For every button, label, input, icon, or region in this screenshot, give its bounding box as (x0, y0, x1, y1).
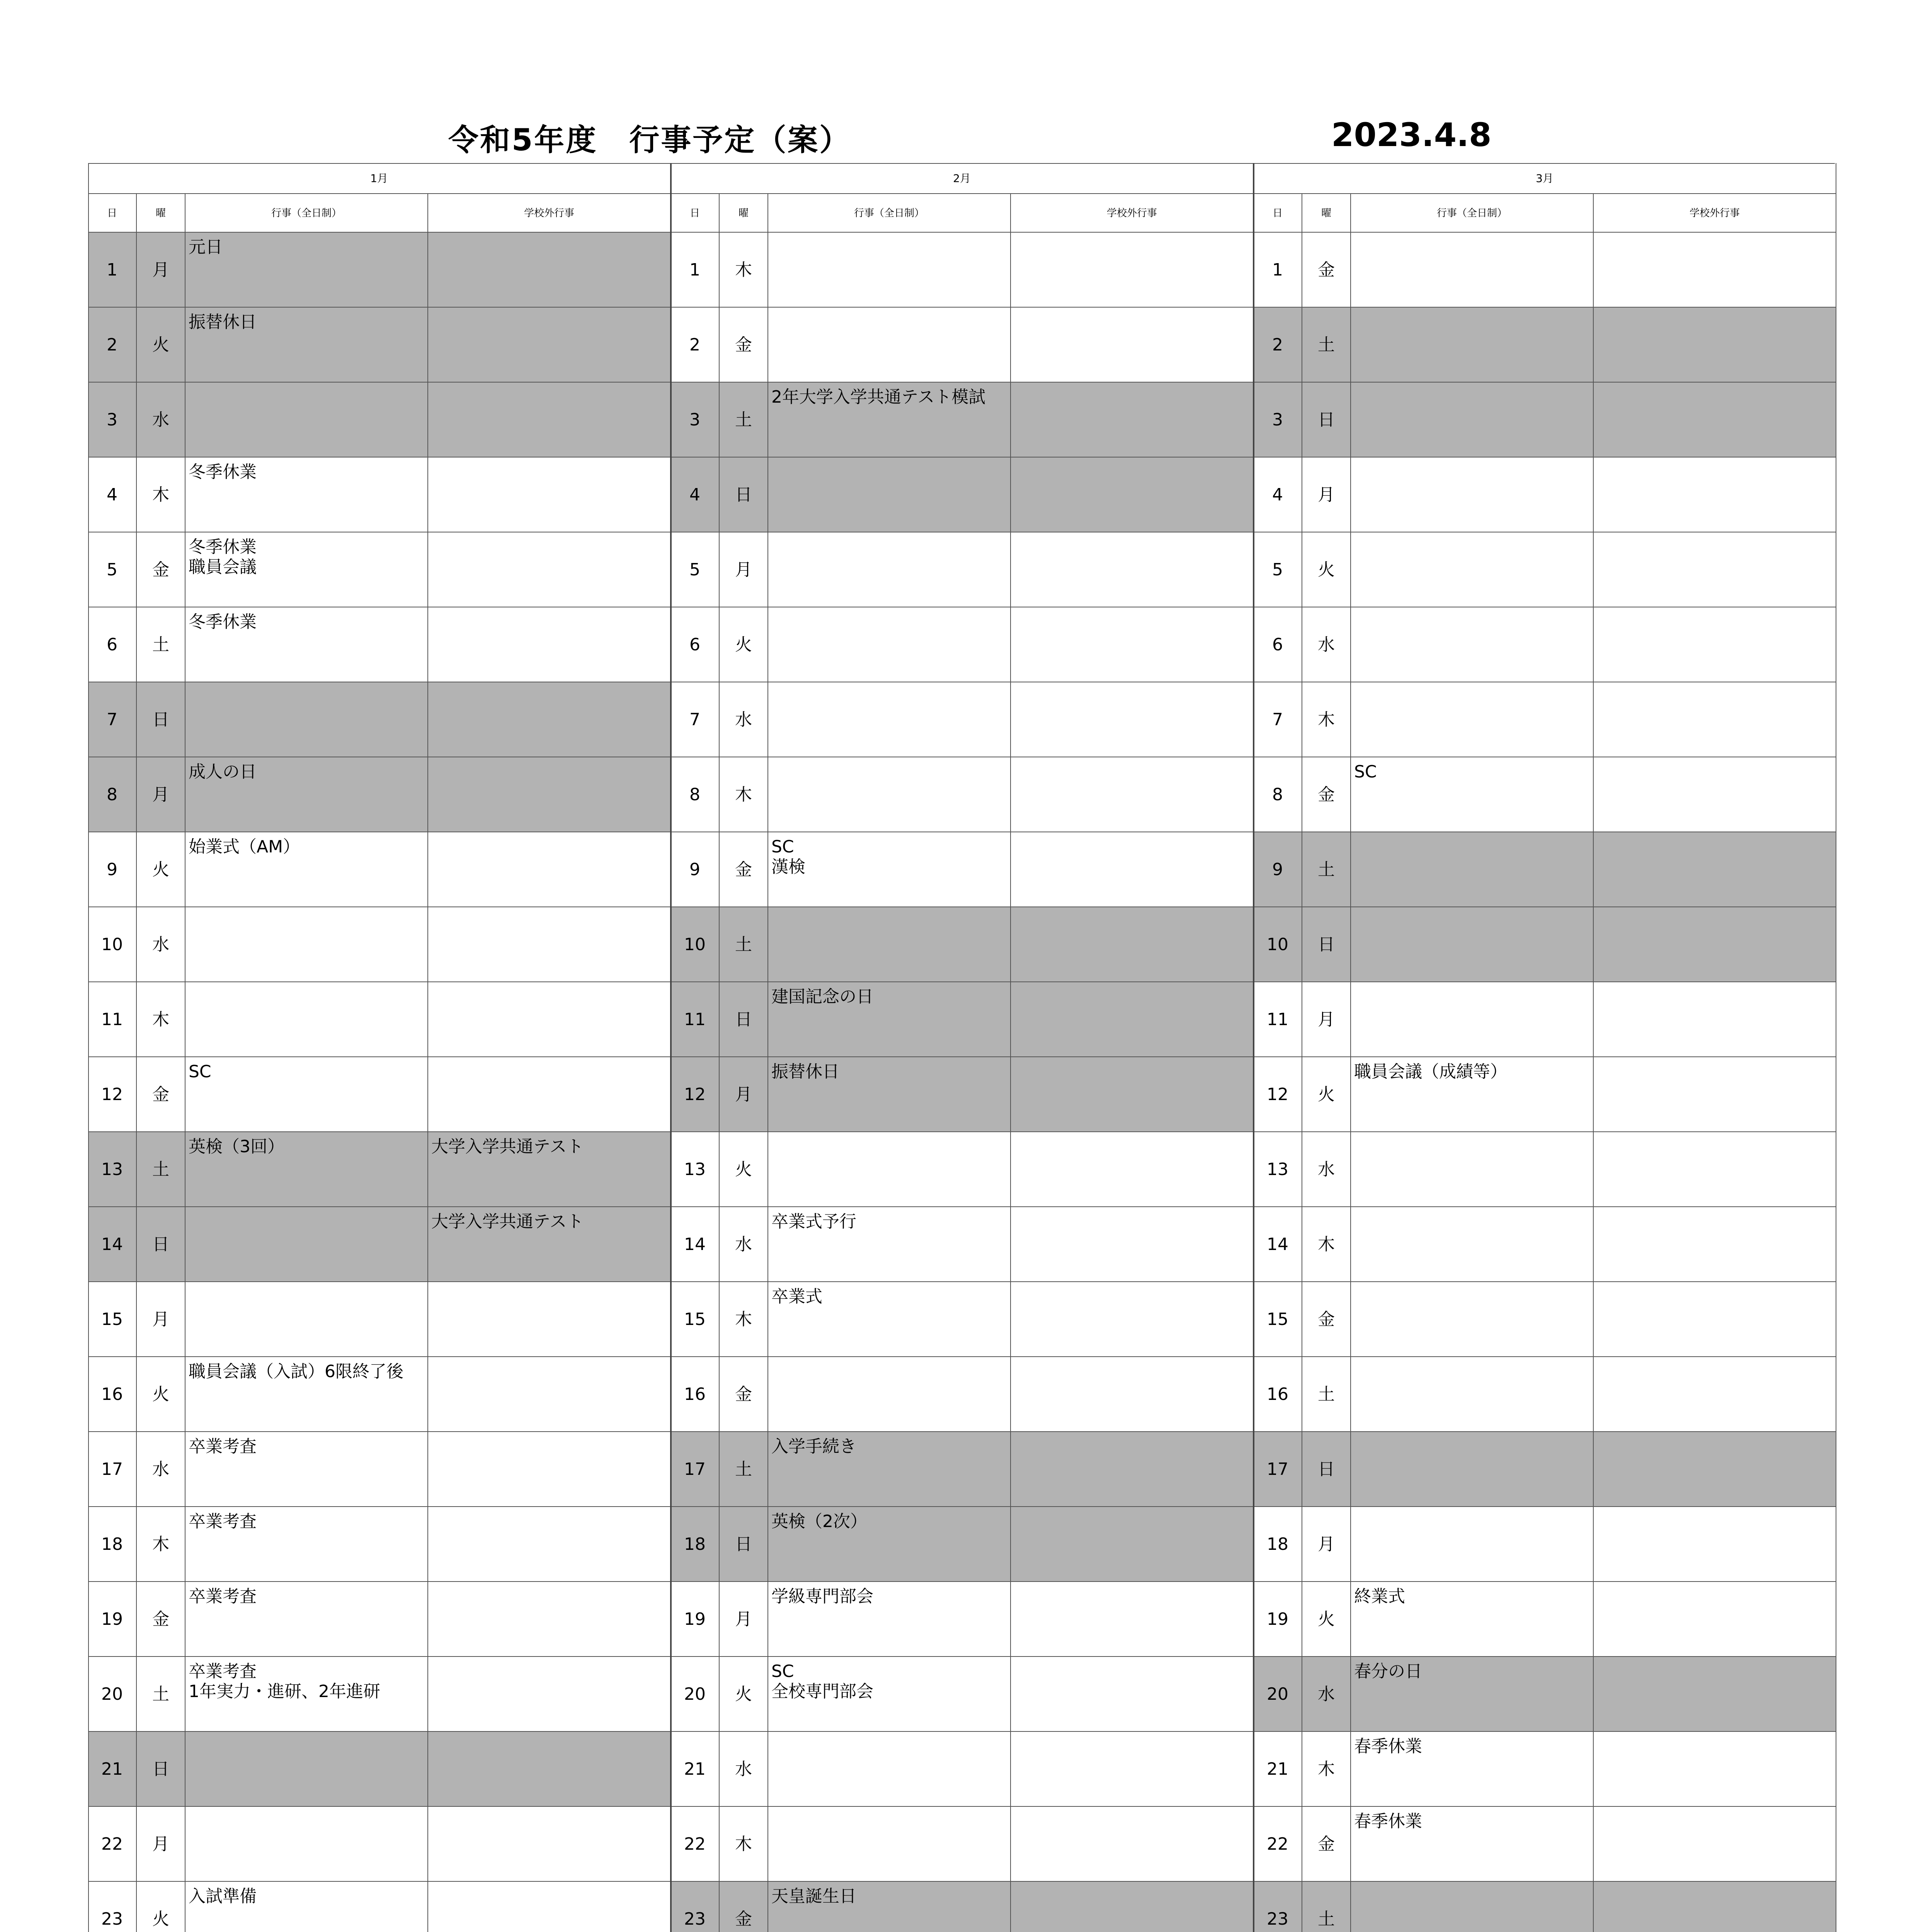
event-cell: 冬季休業 (185, 457, 428, 532)
page-title: 令和5年度 行事予定（案） (448, 123, 851, 158)
external-event-cell (428, 982, 671, 1057)
day-number: 5 (671, 532, 720, 607)
day-number: 5 (88, 532, 137, 607)
external-event-cell (1011, 233, 1254, 308)
month-divider (670, 163, 672, 1932)
event-cell (1351, 1207, 1594, 1282)
month-divider (1253, 163, 1254, 1932)
day-number: 9 (671, 832, 720, 907)
day-number: 9 (88, 832, 137, 907)
weekday: 土 (137, 1132, 185, 1207)
weekday: 日 (1302, 907, 1351, 982)
day-number: 4 (671, 457, 720, 532)
weekday: 木 (720, 1282, 768, 1357)
event-cell: 職員会議（入試）6限終了後 (185, 1357, 428, 1432)
day-number: 10 (88, 907, 137, 982)
day-number: 20 (1254, 1657, 1302, 1732)
day-number: 11 (671, 982, 720, 1057)
weekday: 月 (137, 1807, 185, 1882)
external-event-cell (1594, 682, 1836, 757)
external-event-cell (1011, 757, 1254, 832)
event-cell (768, 757, 1011, 832)
day-number: 12 (1254, 1057, 1302, 1132)
header-events: 行事（全日制） (185, 194, 428, 233)
day-number: 6 (1254, 607, 1302, 682)
day-number: 8 (1254, 757, 1302, 832)
day-number: 16 (671, 1357, 720, 1432)
event-cell (185, 1282, 428, 1357)
header-events: 行事（全日制） (768, 194, 1011, 233)
external-event-cell (1594, 308, 1836, 383)
external-event-cell (1011, 1132, 1254, 1207)
external-event-cell (1594, 907, 1836, 982)
weekday: 月 (137, 1282, 185, 1357)
weekday: 木 (720, 757, 768, 832)
external-event-cell (1594, 1132, 1836, 1207)
weekday: 金 (1302, 1282, 1351, 1357)
weekday: 日 (1302, 1432, 1351, 1507)
weekday: 火 (1302, 1582, 1351, 1657)
weekday: 金 (1302, 757, 1351, 832)
external-event-cell (1594, 1657, 1836, 1732)
external-event-cell (1011, 1357, 1254, 1432)
event-cell (768, 607, 1011, 682)
external-event-cell (1011, 532, 1254, 607)
day-number: 8 (88, 757, 137, 832)
day-number: 16 (88, 1357, 137, 1432)
event-cell: 冬季休業 (185, 607, 428, 682)
external-event-cell (428, 907, 671, 982)
external-event-cell (428, 607, 671, 682)
weekday: 土 (1302, 832, 1351, 907)
weekday: 土 (1302, 1882, 1351, 1932)
event-cell (768, 1132, 1011, 1207)
day-number: 21 (671, 1732, 720, 1807)
document-date: 2023.4.8 (1331, 116, 1492, 154)
external-event-cell (428, 1882, 671, 1932)
weekday: 金 (1302, 1807, 1351, 1882)
weekday: 火 (720, 607, 768, 682)
weekday: 金 (720, 832, 768, 907)
event-cell (1351, 532, 1594, 607)
event-cell: 卒業考査 1年実力・進研、2年進研 (185, 1657, 428, 1732)
event-cell: 振替休日 (768, 1057, 1011, 1132)
header-day: 日 (88, 194, 137, 233)
external-event-cell (1594, 1057, 1836, 1132)
event-cell (1351, 1357, 1594, 1432)
day-number: 18 (88, 1507, 137, 1582)
external-event-cell (428, 1582, 671, 1657)
event-cell: 入学手続き (768, 1432, 1011, 1507)
external-event-cell (1594, 457, 1836, 532)
header-day: 日 (1254, 194, 1302, 233)
event-cell: 終業式 (1351, 1582, 1594, 1657)
event-cell: 始業式（AM） (185, 832, 428, 907)
event-cell: SC 漢検 (768, 832, 1011, 907)
day-number: 14 (88, 1207, 137, 1282)
weekday: 月 (720, 532, 768, 607)
weekday: 水 (137, 907, 185, 982)
event-cell (185, 982, 428, 1057)
day-number: 20 (671, 1657, 720, 1732)
external-event-cell (1594, 233, 1836, 308)
external-event-cell (428, 682, 671, 757)
day-number: 8 (671, 757, 720, 832)
event-cell (768, 308, 1011, 383)
event-cell: 卒業式 (768, 1282, 1011, 1357)
event-cell: 卒業考査 (185, 1432, 428, 1507)
external-event-cell (1011, 1057, 1254, 1132)
weekday: 金 (137, 1582, 185, 1657)
external-event-cell (428, 1057, 671, 1132)
event-cell: 元日 (185, 233, 428, 308)
day-number: 13 (1254, 1132, 1302, 1207)
day-number: 17 (88, 1432, 137, 1507)
day-number: 4 (88, 457, 137, 532)
external-event-cell (1011, 1582, 1254, 1657)
event-cell: 職員会議（成績等） (1351, 1057, 1594, 1132)
external-event-cell (428, 1357, 671, 1432)
external-event-cell (428, 457, 671, 532)
event-cell (768, 1357, 1011, 1432)
day-number: 13 (671, 1132, 720, 1207)
event-cell: 春季休業 (1351, 1807, 1594, 1882)
day-number: 16 (1254, 1357, 1302, 1432)
day-number: 1 (88, 233, 137, 308)
weekday: 木 (137, 457, 185, 532)
event-cell (1351, 982, 1594, 1057)
weekday: 金 (137, 532, 185, 607)
event-cell (1351, 1882, 1594, 1932)
external-event-cell (1594, 1282, 1836, 1357)
weekday: 日 (137, 682, 185, 757)
weekday: 水 (137, 1432, 185, 1507)
external-event-cell (1594, 832, 1836, 907)
weekday: 金 (720, 1882, 768, 1932)
event-cell (768, 532, 1011, 607)
external-event-cell (1594, 982, 1836, 1057)
event-cell: 振替休日 (185, 308, 428, 383)
event-cell: 卒業考査 (185, 1582, 428, 1657)
weekday: 月 (137, 757, 185, 832)
weekday: 水 (1302, 1657, 1351, 1732)
external-event-cell (1011, 457, 1254, 532)
external-event-cell (1011, 1732, 1254, 1807)
event-cell: 卒業式予行 (768, 1207, 1011, 1282)
weekday: 月 (720, 1057, 768, 1132)
event-cell: SC 全校専門部会 (768, 1657, 1011, 1732)
weekday: 月 (1302, 1507, 1351, 1582)
month-label: 3月 (1254, 163, 1836, 194)
external-event-cell (428, 757, 671, 832)
header-events: 行事（全日制） (1351, 194, 1594, 233)
event-cell: 2年大学入学共通テスト模試 (768, 383, 1011, 457)
day-number: 18 (671, 1507, 720, 1582)
weekday: 月 (720, 1582, 768, 1657)
header-external: 学校外行事 (1594, 194, 1836, 233)
event-cell: SC (185, 1057, 428, 1132)
external-event-cell (1594, 1432, 1836, 1507)
weekday: 日 (720, 457, 768, 532)
external-event-cell (1011, 1432, 1254, 1507)
day-number: 4 (1254, 457, 1302, 532)
event-cell (1351, 907, 1594, 982)
header-weekday: 曜 (720, 194, 768, 233)
day-number: 17 (671, 1432, 720, 1507)
day-number: 15 (1254, 1282, 1302, 1357)
external-event-cell (1011, 1207, 1254, 1282)
external-event-cell (1011, 308, 1254, 383)
weekday: 金 (720, 308, 768, 383)
event-cell (768, 233, 1011, 308)
external-event-cell (1011, 682, 1254, 757)
event-cell: 学級専門部会 (768, 1582, 1011, 1657)
event-cell (185, 1207, 428, 1282)
weekday: 土 (1302, 308, 1351, 383)
weekday: 金 (137, 1057, 185, 1132)
external-event-cell (1011, 1882, 1254, 1932)
event-cell (1351, 1282, 1594, 1357)
day-number: 12 (88, 1057, 137, 1132)
external-event-cell (1011, 383, 1254, 457)
weekday: 火 (137, 308, 185, 383)
event-cell: 卒業考査 (185, 1507, 428, 1582)
event-cell (185, 907, 428, 982)
weekday: 月 (1302, 457, 1351, 532)
external-event-cell (1594, 1357, 1836, 1432)
weekday: 火 (1302, 532, 1351, 607)
weekday: 水 (137, 383, 185, 457)
external-event-cell (1594, 607, 1836, 682)
day-number: 22 (1254, 1807, 1302, 1882)
day-number: 6 (88, 607, 137, 682)
event-cell (768, 1807, 1011, 1882)
day-number: 21 (88, 1732, 137, 1807)
external-event-cell (428, 532, 671, 607)
external-event-cell (1011, 832, 1254, 907)
weekday: 火 (720, 1132, 768, 1207)
month-label: 2月 (671, 163, 1254, 194)
day-number: 19 (1254, 1582, 1302, 1657)
external-event-cell (428, 1282, 671, 1357)
day-number: 6 (671, 607, 720, 682)
day-number: 15 (88, 1282, 137, 1357)
weekday: 土 (720, 907, 768, 982)
weekday: 火 (137, 1357, 185, 1432)
day-number: 3 (1254, 383, 1302, 457)
event-cell (1351, 1507, 1594, 1582)
weekday: 金 (1302, 233, 1351, 308)
weekday: 木 (720, 233, 768, 308)
weekday: 日 (1302, 383, 1351, 457)
external-event-cell (428, 1732, 671, 1807)
external-event-cell (1011, 1657, 1254, 1732)
calendar-table (88, 163, 1835, 1932)
external-event-cell (1011, 1807, 1254, 1882)
weekday: 土 (137, 1657, 185, 1732)
external-event-cell (428, 233, 671, 308)
weekday: 日 (720, 982, 768, 1057)
external-event-cell (428, 1657, 671, 1732)
day-number: 20 (88, 1657, 137, 1732)
day-number: 23 (1254, 1882, 1302, 1932)
weekday: 木 (137, 982, 185, 1057)
external-event-cell: 大学入学共通テスト (428, 1132, 671, 1207)
weekday: 火 (137, 832, 185, 907)
day-number: 3 (671, 383, 720, 457)
event-cell (1351, 682, 1594, 757)
event-cell: 建国記念の日 (768, 982, 1011, 1057)
external-event-cell (1594, 383, 1836, 457)
day-number: 3 (88, 383, 137, 457)
day-number: 22 (88, 1807, 137, 1882)
external-event-cell (1594, 1807, 1836, 1882)
weekday: 土 (720, 1432, 768, 1507)
day-number: 10 (1254, 907, 1302, 982)
external-event-cell (1011, 1282, 1254, 1357)
weekday: 土 (137, 607, 185, 682)
event-cell: 天皇誕生日 (768, 1882, 1011, 1932)
day-number: 2 (88, 308, 137, 383)
day-number: 9 (1254, 832, 1302, 907)
event-cell (1351, 832, 1594, 907)
month-block-1 (88, 163, 671, 1932)
header-weekday: 曜 (137, 194, 185, 233)
day-number: 19 (88, 1582, 137, 1657)
day-number: 15 (671, 1282, 720, 1357)
day-number: 18 (1254, 1507, 1302, 1582)
event-cell: 英検（2次） (768, 1507, 1011, 1582)
day-number: 10 (671, 907, 720, 982)
external-event-cell (1594, 1582, 1836, 1657)
external-event-cell (1011, 607, 1254, 682)
weekday: 月 (1302, 982, 1351, 1057)
weekday: 水 (720, 1207, 768, 1282)
event-cell (768, 907, 1011, 982)
event-cell (1351, 607, 1594, 682)
event-cell (185, 383, 428, 457)
day-number: 2 (1254, 308, 1302, 383)
weekday: 日 (137, 1732, 185, 1807)
external-event-cell (1011, 982, 1254, 1057)
day-number: 2 (671, 308, 720, 383)
weekday: 水 (720, 1732, 768, 1807)
event-cell: 春分の日 (1351, 1657, 1594, 1732)
event-cell (768, 682, 1011, 757)
day-number: 23 (671, 1882, 720, 1932)
external-event-cell: 大学入学共通テスト (428, 1207, 671, 1282)
weekday: 土 (720, 383, 768, 457)
month-block-3 (1254, 163, 1836, 1932)
month-block-2 (671, 163, 1254, 1932)
event-cell (1351, 457, 1594, 532)
event-cell: 入試準備 (185, 1882, 428, 1932)
weekday: 火 (1302, 1057, 1351, 1132)
day-number: 7 (1254, 682, 1302, 757)
day-number: 14 (671, 1207, 720, 1282)
event-cell (1351, 1432, 1594, 1507)
day-number: 23 (88, 1882, 137, 1932)
weekday: 水 (1302, 1132, 1351, 1207)
event-cell: 春季休業 (1351, 1732, 1594, 1807)
event-cell (185, 682, 428, 757)
external-event-cell (1594, 757, 1836, 832)
day-number: 19 (671, 1582, 720, 1657)
day-number: 12 (671, 1057, 720, 1132)
event-cell: 英検（3回） (185, 1132, 428, 1207)
weekday: 土 (1302, 1357, 1351, 1432)
day-number: 11 (88, 982, 137, 1057)
weekday: 日 (137, 1207, 185, 1282)
external-event-cell (1594, 1207, 1836, 1282)
external-event-cell (1594, 1882, 1836, 1932)
event-cell (1351, 1132, 1594, 1207)
day-number: 1 (671, 233, 720, 308)
day-number: 7 (671, 682, 720, 757)
external-event-cell (428, 308, 671, 383)
day-number: 22 (671, 1807, 720, 1882)
weekday: 月 (137, 233, 185, 308)
weekday: 日 (720, 1507, 768, 1582)
event-cell: SC (1351, 757, 1594, 832)
event-cell (1351, 383, 1594, 457)
external-event-cell (428, 1432, 671, 1507)
external-event-cell (428, 832, 671, 907)
day-number: 14 (1254, 1207, 1302, 1282)
weekday: 水 (720, 682, 768, 757)
event-cell: 冬季休業 職員会議 (185, 532, 428, 607)
event-cell (768, 1732, 1011, 1807)
day-number: 11 (1254, 982, 1302, 1057)
weekday: 木 (1302, 682, 1351, 757)
day-number: 13 (88, 1132, 137, 1207)
external-event-cell (1594, 1507, 1836, 1582)
header-day: 日 (671, 194, 720, 233)
header-external: 学校外行事 (1011, 194, 1254, 233)
weekday: 火 (137, 1882, 185, 1932)
event-cell: 成人の日 (185, 757, 428, 832)
event-cell (1351, 308, 1594, 383)
weekday: 金 (720, 1357, 768, 1432)
external-event-cell (1011, 1507, 1254, 1582)
header-external: 学校外行事 (428, 194, 671, 233)
weekday: 火 (720, 1657, 768, 1732)
header-weekday: 曜 (1302, 194, 1351, 233)
day-number: 1 (1254, 233, 1302, 308)
day-number: 5 (1254, 532, 1302, 607)
external-event-cell (428, 1807, 671, 1882)
event-cell (1351, 233, 1594, 308)
external-event-cell (1594, 532, 1836, 607)
event-cell (185, 1807, 428, 1882)
event-cell (768, 457, 1011, 532)
weekday: 木 (1302, 1732, 1351, 1807)
weekday: 木 (720, 1807, 768, 1882)
day-number: 17 (1254, 1432, 1302, 1507)
weekday: 木 (137, 1507, 185, 1582)
external-event-cell (428, 1507, 671, 1582)
weekday: 木 (1302, 1207, 1351, 1282)
weekday: 水 (1302, 607, 1351, 682)
event-cell (185, 1732, 428, 1807)
external-event-cell (1011, 907, 1254, 982)
day-number: 21 (1254, 1732, 1302, 1807)
external-event-cell (1594, 1732, 1836, 1807)
external-event-cell (428, 383, 671, 457)
month-label: 1月 (88, 163, 671, 194)
day-number: 7 (88, 682, 137, 757)
